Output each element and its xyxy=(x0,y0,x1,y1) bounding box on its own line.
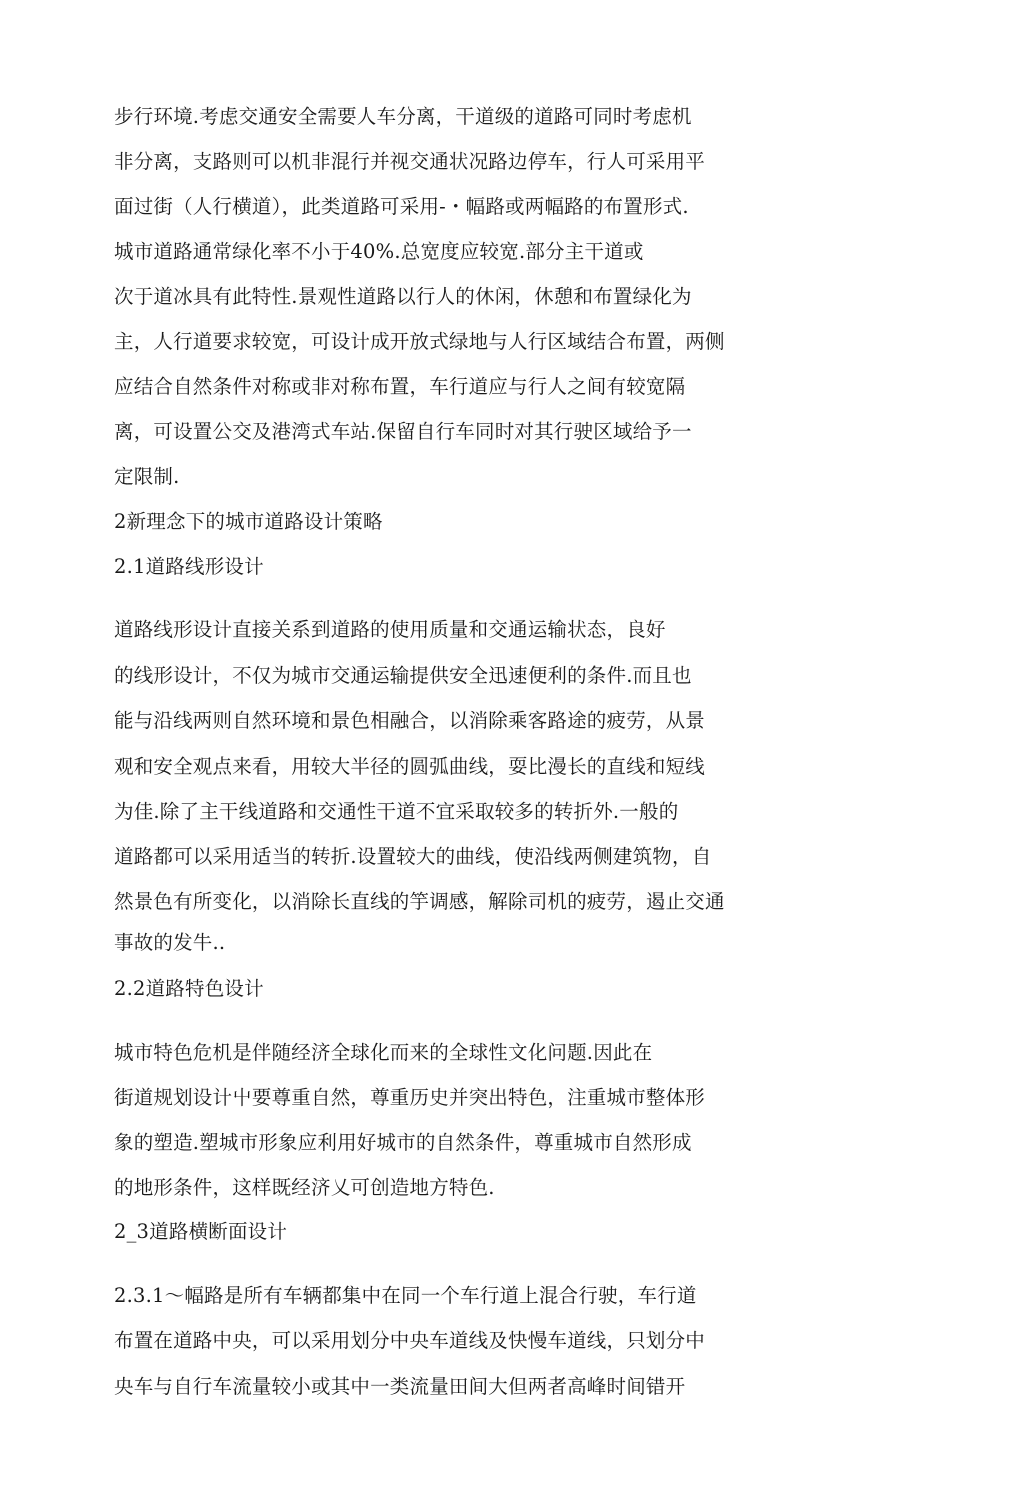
text-line: 步行环境.考虑交通安全需要人车分离，干道级的道路可同时考虑机 xyxy=(114,105,692,128)
text-line: 面过街（人行横道），此类道路可采用-・幅路或两幅路的布置形式. xyxy=(114,195,689,218)
section-heading: 2新理念下的城市道路设计策略 xyxy=(114,510,383,533)
text-line: 次于道冰具有此特性.景观性道路以行人的休闲，休憩和布置绿化为 xyxy=(114,285,692,308)
text-line: 布置在道路中央，可以采用划分中央车道线及快慢车道线，只划分中 xyxy=(114,1329,706,1352)
text-line: 为佳.除了主干线道路和交通性干道不宜采取较多的转折外.一般的 xyxy=(114,800,679,823)
subsection-heading: 2_3道路横断面设计 xyxy=(114,1220,288,1243)
text-line: 应结合自然条件对称或非对称布置，车行道应与行人之间有较宽隔 xyxy=(114,375,686,398)
text-line: 的线形设计，不仅为城市交通运输提供安全迅速便利的条件.而且也 xyxy=(114,664,692,687)
text-line: 2.3.1〜幅路是所有车辆都集中在同一个车行道上混合行驶，车行道 xyxy=(114,1284,697,1307)
text-line: 的地形条件，这样既经济乂可创造地方特色. xyxy=(114,1176,495,1199)
subsection-heading: 2.1道路线形设计 xyxy=(114,555,264,578)
text-line: 象的塑造.塑城市形象应利用好城市的自然条件，尊重城市自然形成 xyxy=(114,1131,692,1154)
text-line: 离，可设置公交及港湾式车站.保留自行车同时对其行驶区域给予一 xyxy=(114,420,692,443)
text-line: 街道规划设计屮要尊重自然，尊重历史并突出特色，注重城市整体形 xyxy=(114,1086,706,1109)
text-line: 城市特色危机是伴随经济全球化而来的全球性文化问题.因此在 xyxy=(114,1041,653,1064)
text-line: 定限制. xyxy=(114,465,180,488)
text-line: 城市道路通常绿化率不小于40%.总宽度应较宽.部分主干道或 xyxy=(114,240,644,263)
text-line: 道路都可以采用适当的转折.设置较大的曲线，使沿线两侧建筑物，自 xyxy=(114,845,712,868)
text-line: 能与沿线两则自然环境和景色相融合，以消除乘客路途的疲劳，从景 xyxy=(114,709,706,732)
text-line: 观和安全观点来看，用较大半径的圆弧曲线，耍比漫长的直线和短线 xyxy=(114,755,706,778)
text-line: 事故的发牛.. xyxy=(114,931,226,954)
text-line: 主，人行道要求较宽，可设计成开放式绿地与人行区域结合布置，两侧 xyxy=(114,330,725,353)
text-line: 道路线形设计直接关系到道路的使用质量和交通运输状态，良好 xyxy=(114,618,666,641)
subsection-heading: 2.2道路特色设计 xyxy=(114,977,264,1000)
text-line: 非分离，支路则可以机非混行并视交通状况路边停车，行人可采用平 xyxy=(114,150,706,173)
text-line: 然景色有所变化，以消除长直线的竽调感，解除司机的疲劳，遏止交通 xyxy=(114,890,725,913)
text-line: 央车与自行车流量较小或其中一类流量田间大但两者高峰时间错开 xyxy=(114,1375,686,1398)
